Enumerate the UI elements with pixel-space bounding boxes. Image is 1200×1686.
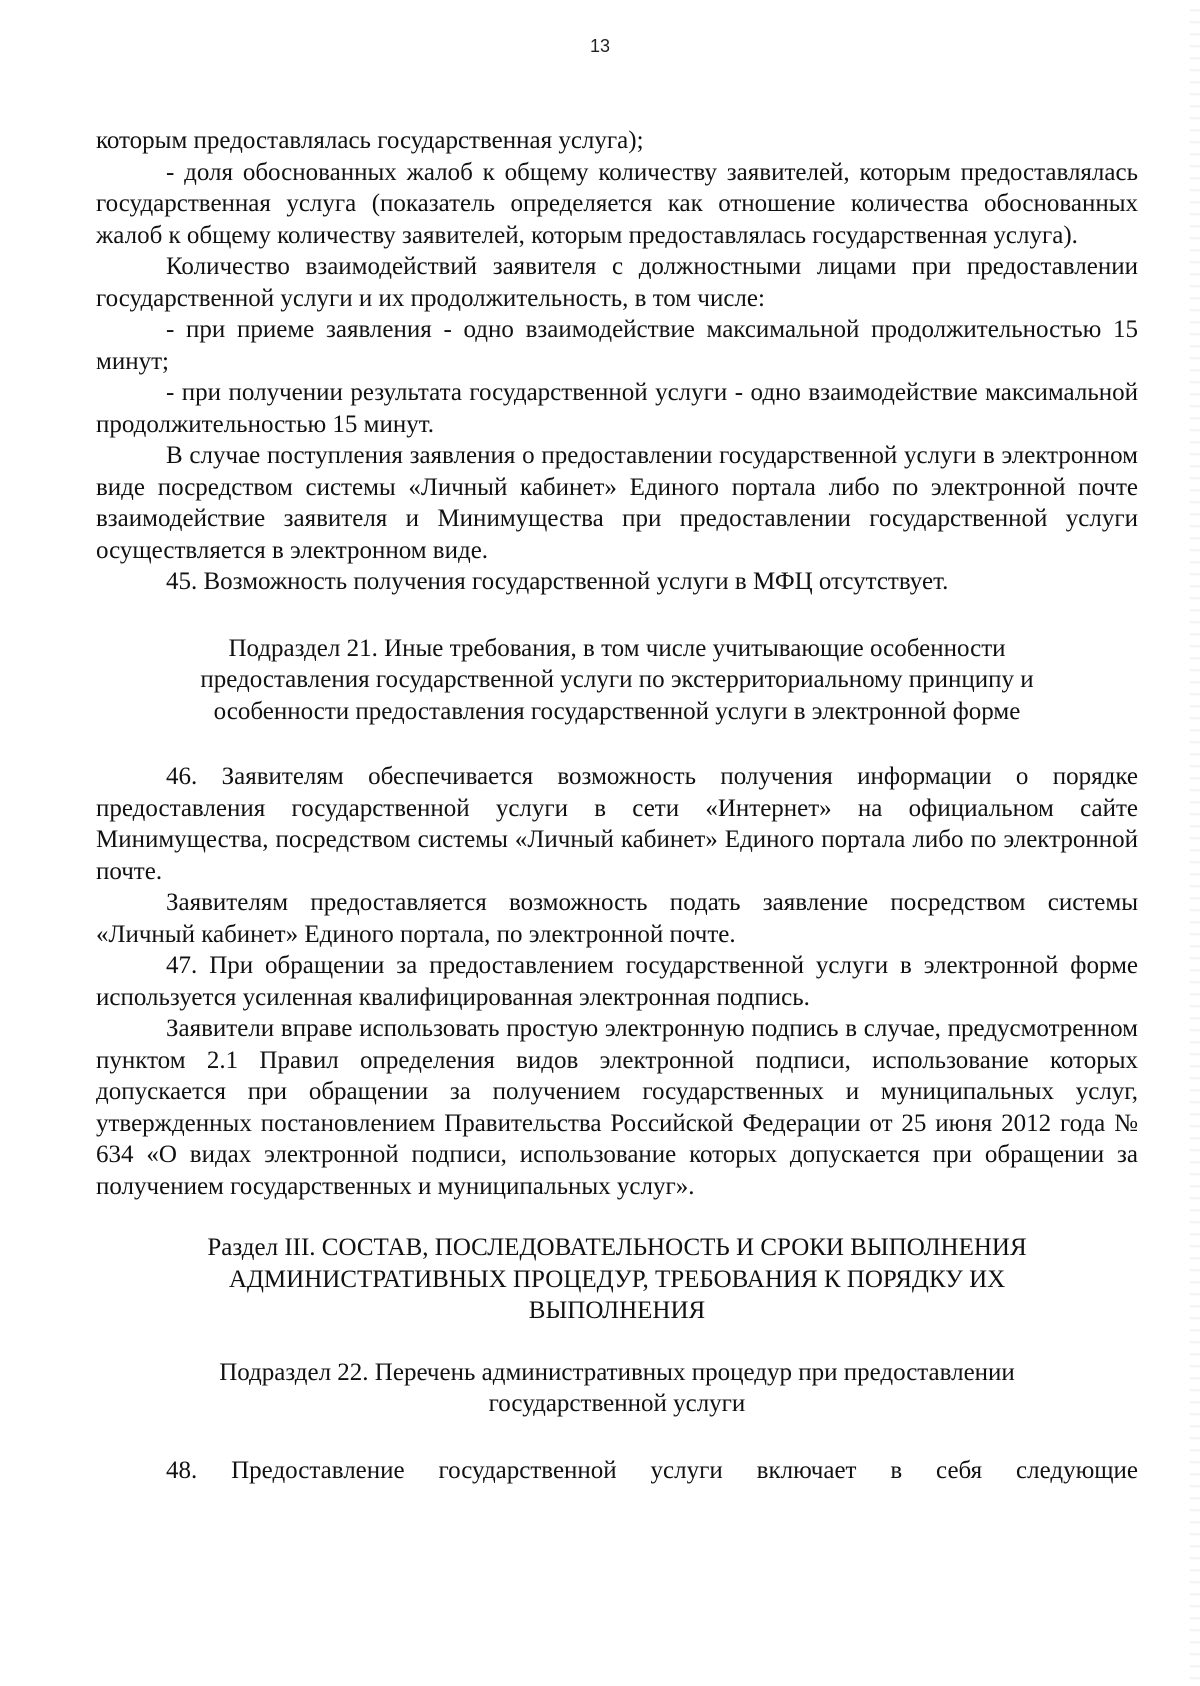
paragraph-46: 46. Заявителям обеспечивается возможность получения информации о порядке предоставления государственной услуги в сети «Интернет» на официальном сайте Минимущества, посредством системы «Личный кабинет» Единого портала либо по электронной почте. — [96, 763, 1138, 885]
heading-line: государственной услуги — [488, 1390, 746, 1417]
heading-line: особенности предоставления государственной услуги в электронной форме — [213, 697, 1021, 725]
subsection-21-heading — [96, 633, 1138, 728]
paragraph-complaints-share: - доля обоснованных жалоб к общему количеству заявителей, которым предоставлялась государственная услуга (показатель определяется как отношение количества обоснованных жалоб к общему количеству заявителей, которым предоставлялась государственная услуга). — [96, 158, 1138, 249]
paragraph-45: 45. Возможность получения государственной услуги в МФЦ отсутствует. — [166, 568, 949, 595]
heading-line: Раздел III. СОСТАВ, ПОСЛЕДОВАТЕЛЬНОСТЬ И СРОКИ ВЫПОЛНЕНИЯ — [207, 1234, 1027, 1261]
section-3-heading — [96, 1232, 1138, 1327]
heading-line: Подраздел 22. Перечень административных процедур при предоставлении — [219, 1358, 1015, 1386]
heading-line: АДМИНИСТРАТИВНЫХ ПРОЦЕДУР, ТРЕБОВАНИЯ К ПОРЯДКУ ИХ — [228, 1265, 1006, 1293]
scan-edge-artifact — [1190, 0, 1200, 1686]
paragraph-electronic-interaction: В случае поступления заявления о предоставлении государственной услуги в электронном виде посредством системы «Личный кабинет» Единого портала либо по электронной почте взаимодействие заявителя и Минимущества при предоставлении государственной услуги осуществляется в электронном виде. — [96, 442, 1138, 564]
paragraph-interaction-on-application: - при приеме заявления - одно взаимодействие максимальной продолжительностью 15 минут; — [96, 316, 1138, 375]
subsection-22-heading — [96, 1357, 1138, 1420]
paragraph-continuation: которым предоставлялась государственная услуга); — [96, 127, 644, 154]
heading-line: ВЫПОЛНЕНИЯ — [528, 1297, 706, 1324]
paragraph-applicants-submission: Заявителям предоставляется возможность подать заявление посредством системы «Личный кабинет» Единого портала, по электронной почте. — [96, 889, 1138, 948]
document-body — [96, 125, 1138, 1486]
paragraph-interaction-on-result: - при получении результата государственной услуги - одно взаимодействие максимальной продолжительностью 15 минут. — [96, 379, 1138, 438]
paragraph-interactions-count: Количество взаимодействий заявителя с должностными лицами при предоставлении государственной услуги и их продолжительность, в том числе: — [96, 253, 1138, 312]
page-number: 13 — [589, 36, 611, 56]
heading-line: Подраздел 21. Иные требования, в том числе учитывающие особенности — [228, 634, 1006, 662]
heading-line: предоставления государственной услуги по экстерриториальному принципу и — [200, 666, 1034, 693]
paragraph-simple-signature: Заявители вправе использовать простую электронную подпись в случае, предусмотренном пунктом 2.1 Правил определения видов электронной подписи, использование которых допускается при обращении за получением государственных и муниципальных услуг, утвержденных постановлением Правительства Российской Федерации от 25 июня 2012 года № 634 «О видах электронной подписи, использование которых допускается при обращении за получением государственных и муниципальных услуг». — [96, 1015, 1138, 1200]
paragraph-47: 47. При обращении за предоставлением государственной услуги в электронной форме используется усиленная квалифицированная электронная подпись. — [96, 952, 1138, 1011]
paragraph-48: 48. Предоставление государственной услуги включает в себя следующие — [166, 1456, 1138, 1484]
